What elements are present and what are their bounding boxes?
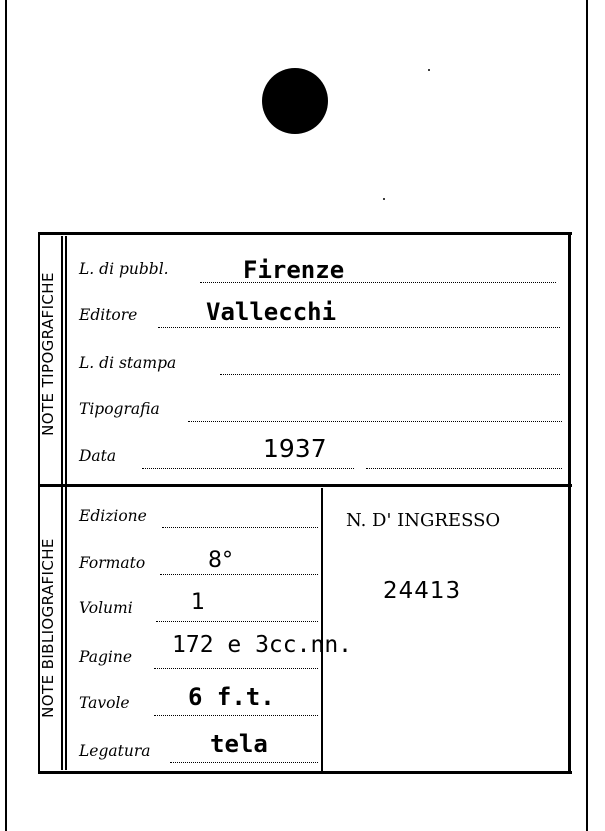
field-label: Tipografia <box>79 400 160 418</box>
field-label: L. di pubbl. <box>79 260 169 278</box>
field-dots <box>366 468 562 469</box>
label-column-rule-1 <box>61 236 63 770</box>
ingresso-number: 24413 <box>383 578 462 604</box>
field-label: Editore <box>79 306 138 324</box>
card-edge-right <box>586 0 588 831</box>
frame-top-rule <box>38 232 572 235</box>
field-label: Formato <box>79 554 146 572</box>
field-value: 1 <box>191 590 205 615</box>
field-label: L. di stampa <box>79 354 177 372</box>
field-label: Legatura <box>79 742 151 760</box>
field-value: Firenze <box>243 256 345 284</box>
field-label: Tavole <box>79 694 130 712</box>
field-label: Data <box>79 447 117 465</box>
field-dots <box>188 421 562 422</box>
section-label-tipografiche: NOTE TIPOGRAFICHE <box>39 272 57 436</box>
field-label: Volumi <box>79 599 133 617</box>
field-dots <box>220 374 560 375</box>
field-dots <box>162 527 318 528</box>
field-label: Edizione <box>79 507 147 525</box>
field-dots <box>156 621 318 622</box>
card-edge-left <box>5 0 7 831</box>
field-dots <box>154 668 318 669</box>
field-value: 1937 <box>263 434 327 463</box>
field-value: tela <box>210 730 268 758</box>
frame-bottom-rule <box>38 771 572 774</box>
field-dots <box>170 762 318 763</box>
speck <box>383 198 385 200</box>
field-value: 172 e 3cc.nn. <box>172 632 353 658</box>
field-dots <box>154 715 318 716</box>
label-column-rule-2 <box>65 236 67 770</box>
field-dots <box>160 574 318 575</box>
field-value: 6 f.t. <box>188 683 275 711</box>
field-value: Vallecchi <box>206 298 337 326</box>
speck <box>428 69 430 71</box>
ingresso-title: N. D' INGRESSO <box>346 510 501 531</box>
ingresso-column-rule <box>321 488 323 771</box>
frame-right-rule <box>568 232 571 774</box>
catalog-card-form <box>38 232 572 774</box>
field-dots <box>158 327 560 328</box>
field-dots <box>142 468 354 469</box>
section-label-bibliografiche: NOTE BIBLIOGRAFICHE <box>39 538 57 718</box>
field-label: Pagine <box>79 648 133 666</box>
field-value: 8° <box>208 548 233 573</box>
punch-hole <box>262 68 328 134</box>
section-divider-rule <box>38 484 572 487</box>
